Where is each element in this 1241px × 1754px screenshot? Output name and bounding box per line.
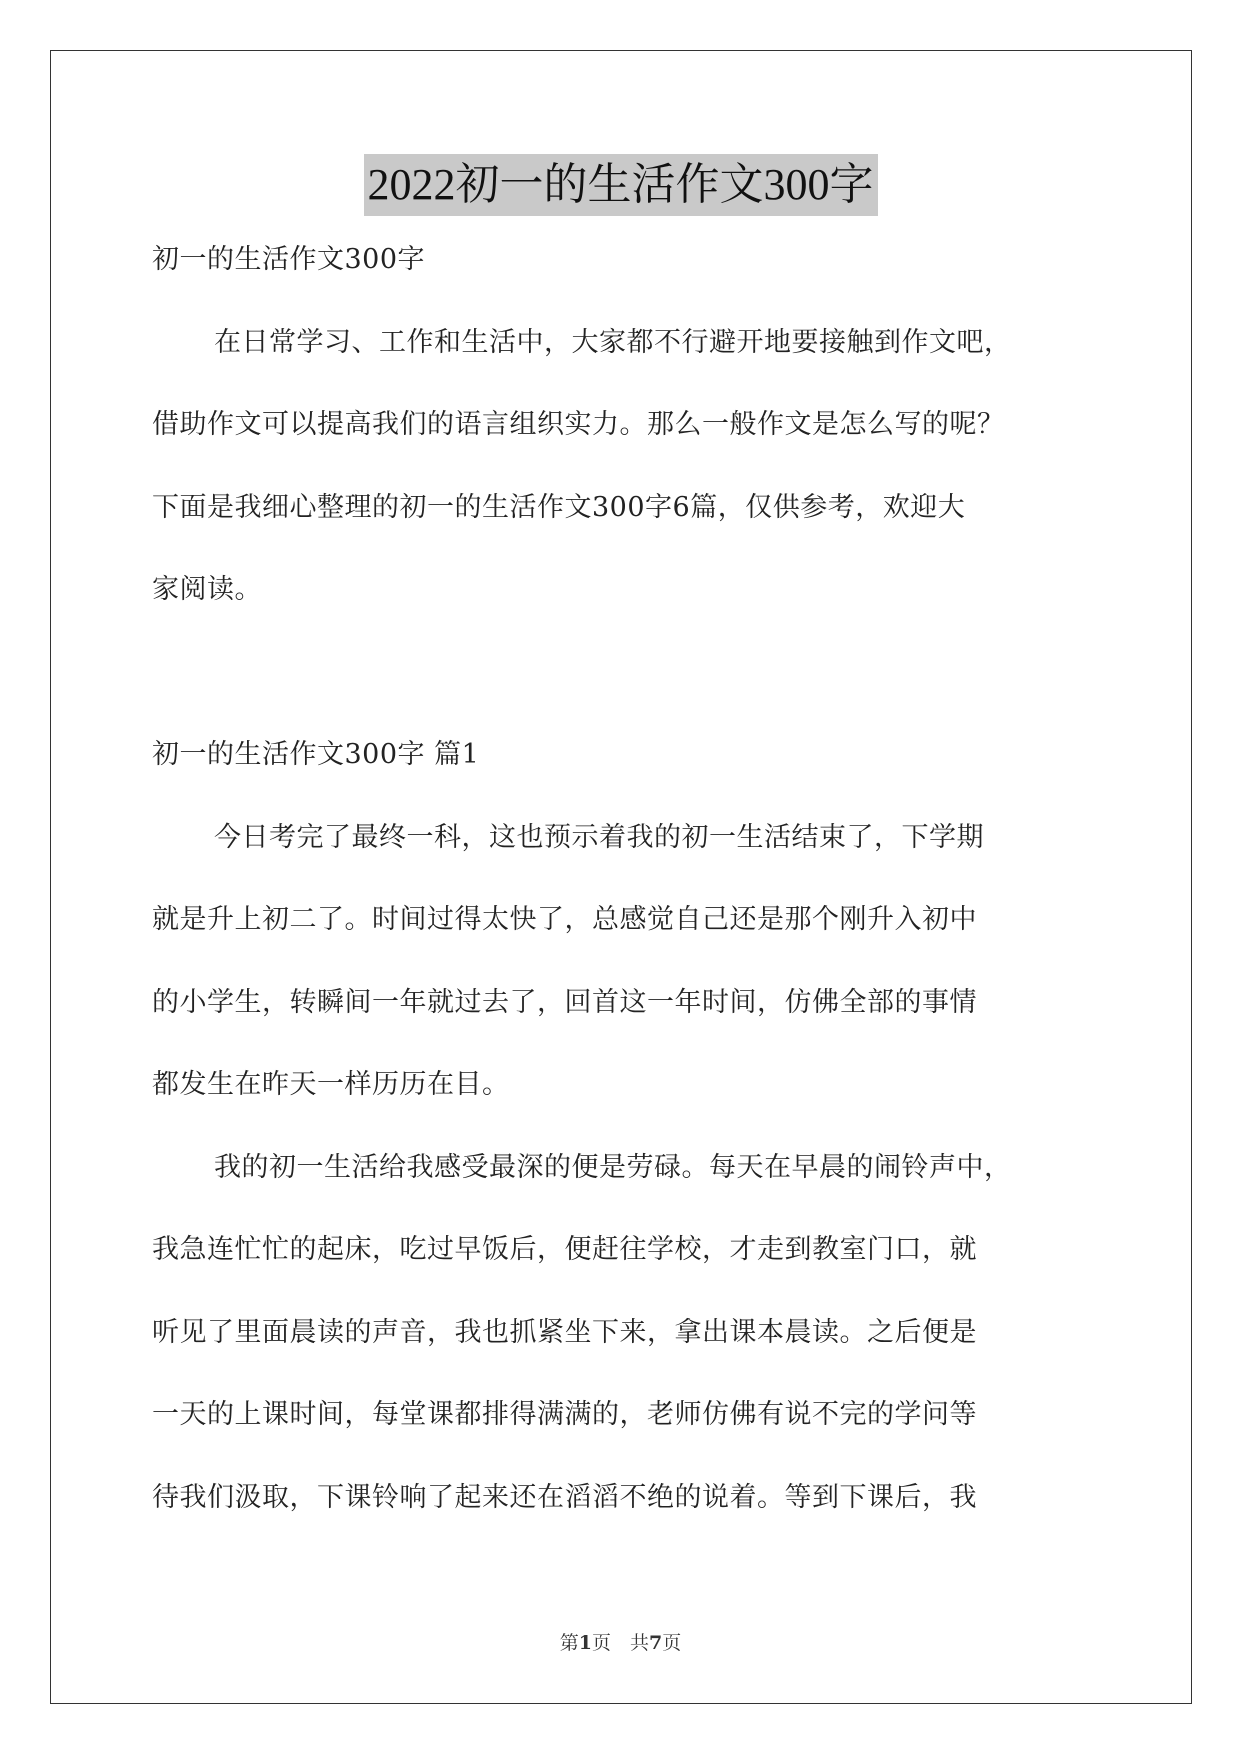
- footer-page-number: 1: [578, 1632, 592, 1654]
- body-line: 一天的上课时间，每堂课都排得满满的，老师仿佛有说不完的学问等: [152, 1399, 977, 1430]
- title-container: [0, 154, 1241, 216]
- body-line: 借助作文可以提高我们的语言组织实力。那么一般作文是怎么写的呢？: [152, 409, 1005, 440]
- footer-total-pages: 7: [649, 1632, 663, 1654]
- page-footer: [0, 1631, 1241, 1655]
- body-line: 在日常学习、工作和生活中，大家都不行避开地要接触到作文吧，: [214, 327, 1012, 358]
- body-line: 初一的生活作文300字: [152, 244, 426, 275]
- body-line: 听见了里面晨读的声音，我也抓紧坐下来，拿出课本晨读。之后便是: [152, 1317, 977, 1348]
- footer-suffix: 页: [662, 1632, 682, 1654]
- footer-prefix: 第: [559, 1632, 579, 1654]
- body-line: 下面是我细心整理的初一的生活作文300字6篇，仅供参考，欢迎大: [152, 492, 966, 523]
- body-line: 的小学生，转瞬间一年就过去了，回首这一年时间，仿佛全部的事情: [152, 987, 977, 1018]
- body-line: 家阅读。: [152, 574, 262, 605]
- body-line: 都发生在昨天一样历历在目。: [152, 1069, 510, 1100]
- footer-middle: 页 共: [591, 1632, 649, 1654]
- body-line: 就是升上初二了。时间过得太快了，总感觉自己还是那个刚升入初中: [152, 904, 977, 935]
- body-line: 我急连忙忙的起床，吃过早饭后，便赶往学校，才走到教室门口，就: [152, 1234, 977, 1265]
- body-line: 我的初一生活给我感受最深的便是劳碌。每天在早晨的闹铃声中，: [214, 1152, 1012, 1183]
- document-title: 2022初一的生活作文300字: [364, 154, 878, 216]
- section-heading: 初一的生活作文300字 篇1: [152, 739, 480, 770]
- body-line: 今日考完了最终一科，这也预示着我的初一生活结束了，下学期: [214, 822, 984, 853]
- page-border: [50, 50, 1192, 1704]
- body-line: 待我们汲取，下课铃响了起来还在滔滔不绝的说着。等到下课后，我: [152, 1482, 977, 1513]
